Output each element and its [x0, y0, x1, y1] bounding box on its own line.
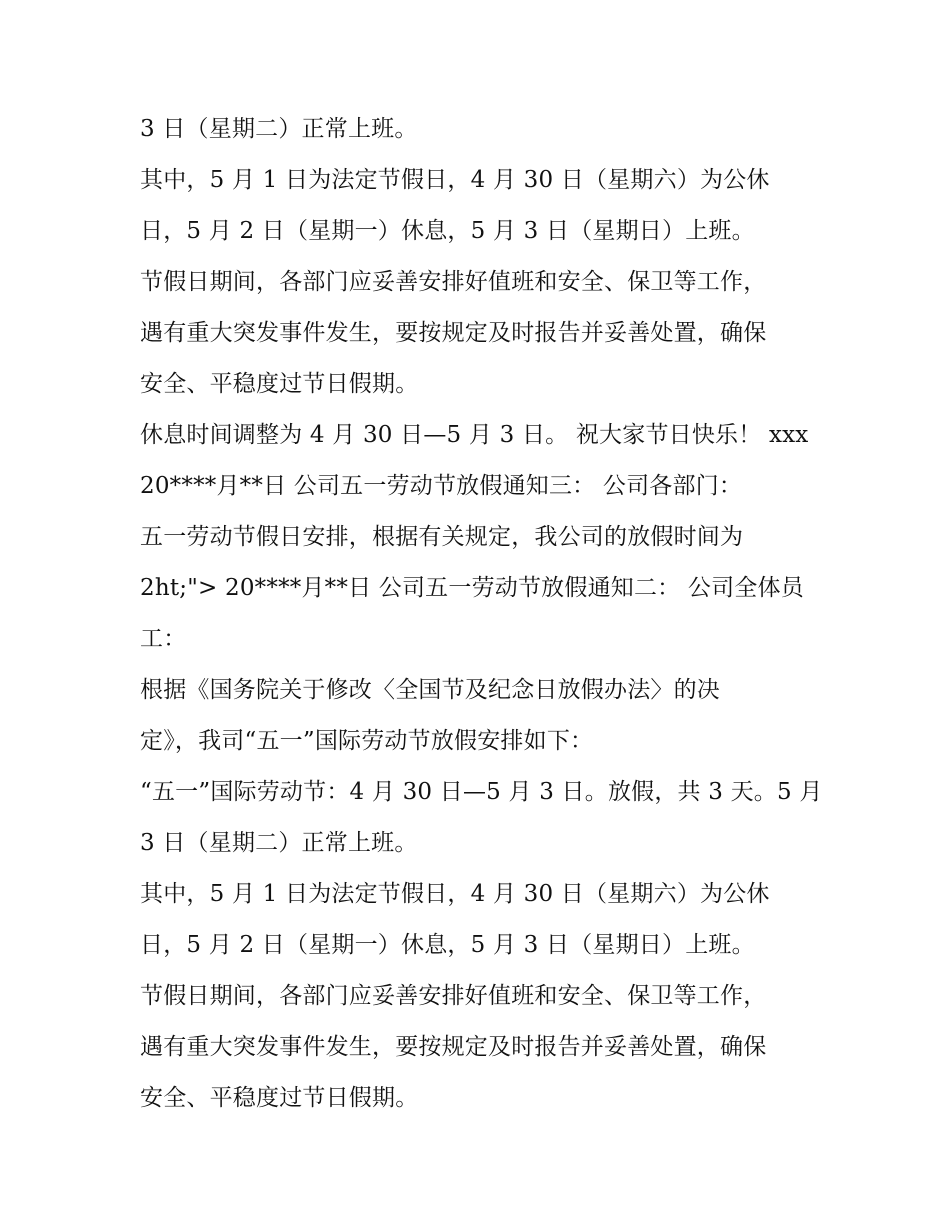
- text-line: 五一劳动节假日安排，根据有关规定，我公司的放假时间为: [140, 524, 744, 550]
- text-line: 定》，我司“五一”国际劳动节放假安排如下：: [140, 728, 594, 754]
- text-line: 节假日期间，各部门应妥善安排好值班和安全、保卫等工作，: [140, 269, 767, 295]
- text-line: 2ht;"> 20****月**日 公司五一劳动节放假通知二： 公司全体员: [140, 575, 804, 601]
- text-line: 20****月**日 公司五一劳动节放假通知三： 公司各部门：: [140, 473, 743, 499]
- text-line: 遇有重大突发事件发生，要按规定及时报告并妥善处置，确保: [140, 320, 767, 346]
- text-line: 休息时间调整为 4 月 30 日—5 月 3 日。 祝大家节日快乐！ xxx: [140, 422, 809, 448]
- document-body: [140, 104, 823, 1124]
- text-line: 其中，5 月 1 日为法定节假日，4 月 30 日（星期六）为公休: [140, 881, 770, 907]
- text-line: 其中，5 月 1 日为法定节假日，4 月 30 日（星期六）为公休: [140, 167, 770, 193]
- text-line: 遇有重大突发事件发生，要按规定及时报告并妥善处置，确保: [140, 1034, 767, 1060]
- text-line: 安全、平稳度过节日假期。: [140, 1085, 419, 1111]
- text-line: “五一”国际劳动节：4 月 30 日—5 月 3 日。放假，共 3 天。5 月: [140, 779, 823, 805]
- text-line: 日，5 月 2 日（星期一）休息，5 月 3 日（星期日）上班。: [140, 218, 755, 244]
- text-line: 安全、平稳度过节日假期。: [140, 371, 419, 397]
- text-line: 根据《国务院关于修改〈全国节及纪念日放假办法〉的决: [140, 677, 720, 703]
- text-line: 3 日（星期二）正常上班。: [140, 830, 418, 856]
- text-line: 3 日（星期二）正常上班。: [140, 116, 418, 142]
- text-line: 工：: [140, 626, 187, 652]
- text-line: 节假日期间，各部门应妥善安排好值班和安全、保卫等工作，: [140, 983, 767, 1009]
- text-line: 日，5 月 2 日（星期一）休息，5 月 3 日（星期日）上班。: [140, 932, 755, 958]
